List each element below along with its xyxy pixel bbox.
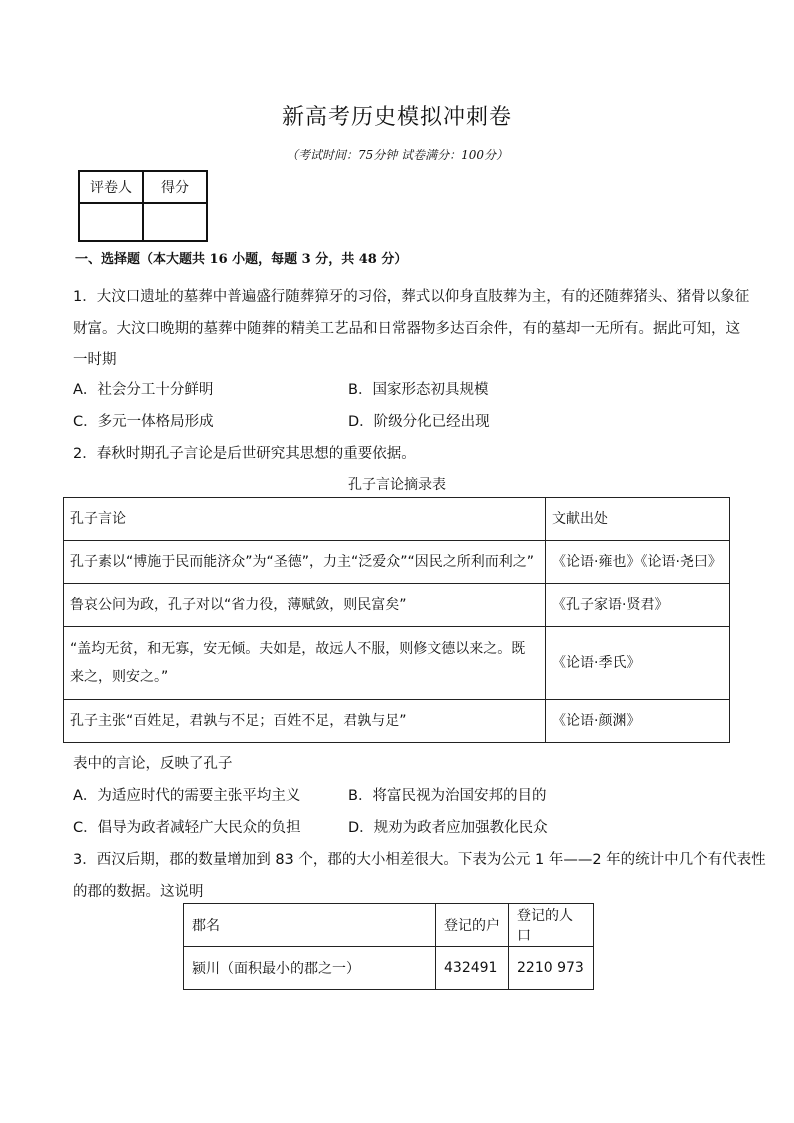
exam-subtitle: （考试时间：75分钟 试卷满分：100分）	[286, 148, 508, 162]
q2-option-c[interactable]: C．倡导为政者减轻广大民众的负担	[73, 820, 301, 836]
q1-option-c[interactable]: C．多元一体格局形成	[73, 414, 214, 430]
q2-option-a[interactable]: A．为适应时代的需要主张平均主义	[73, 788, 301, 804]
quote-cell: 鲁哀公问为政，孔子对以“省力役，薄赋敛，则民富矣”	[64, 584, 546, 627]
table-header-row	[64, 498, 730, 541]
quote-cell: 孔子主张“百姓足，君孰与不足；百姓不足，君孰与足”	[64, 700, 546, 743]
table-header-row	[184, 904, 594, 947]
q2-table-caption: 孔子言论摘录表	[348, 477, 446, 493]
q1-option-d[interactable]: D．阶级分化已经出现	[348, 414, 490, 430]
q1-option-b[interactable]: B．国家形态初具规模	[348, 382, 489, 398]
q1-stem-line-1: 1．大汶口遗址的墓葬中普遍盛行随葬獐牙的习俗，葬式以仰身直肢葬为主，有的还随葬猪头、猪骨以象征	[73, 289, 750, 305]
q2-stem: 2．春秋时期孔子言论是后世研究其思想的重要依据。	[73, 446, 416, 462]
exam-title: 新高考历史模拟冲刺卷	[281, 105, 512, 130]
score-header: 得分	[143, 171, 207, 203]
q2-option-d[interactable]: D．规劝为政者应加强教化民众	[348, 820, 548, 836]
grader-header: 评卷人	[79, 171, 143, 203]
name-cell: 颍川（面积最小的郡之一）	[184, 947, 436, 990]
score-cell[interactable]	[143, 203, 207, 241]
confucius-quotes-table	[63, 497, 730, 743]
grader-cell[interactable]	[79, 203, 143, 241]
source-cell: 《论语·颜渊》	[546, 700, 730, 743]
header-households: 登记的户	[436, 904, 509, 947]
q2-after-text: 表中的言论，反映了孔子	[73, 756, 233, 772]
table-row	[64, 700, 730, 743]
source-cell: 《论语·季氏》	[546, 627, 730, 700]
q1-option-a[interactable]: A．社会分工十分鲜明	[73, 382, 214, 398]
section-title: 一、选择题（本大题共 16 小题，每题 3 分，共 48 分）	[75, 252, 408, 267]
table-row	[64, 584, 730, 627]
population-cell: 2210 973	[509, 947, 594, 990]
quote-cell: 孔子素以“博施于民而能济众”为“圣德”，力主“泛爱众”“因民之所利而利之”	[64, 541, 546, 584]
households-cell: 432491	[436, 947, 509, 990]
header-population: 登记的人口	[509, 904, 594, 947]
source-cell: 《论语·雍也》《论语·尧曰》	[546, 541, 730, 584]
q3-stem-line-1: 3．西汉后期，郡的数量增加到 83 个，郡的大小相差很大。下表为公元 1 年——2 年的统计中几个有代表性	[73, 852, 766, 868]
header-quote: 孔子言论	[64, 498, 546, 541]
q1-stem-line-2: 财富。大汶口晚期的墓葬中随葬的精美工艺品和日常器物多达百余件，有的墓却一无所有。据此可知，这	[73, 321, 740, 337]
quote-cell: “盖均无贫，和无寡，安无倾。夫如是，故远人不服，则修文德以来之。既来之，则安之。”	[64, 627, 546, 700]
q1-stem-line-3: 一时期	[73, 352, 117, 368]
table-row	[184, 947, 594, 990]
header-name: 郡名	[184, 904, 436, 947]
table-row	[64, 627, 730, 700]
header-source: 文献出处	[546, 498, 730, 541]
grader-table	[78, 170, 208, 242]
source-cell: 《孔子家语·贤君》	[546, 584, 730, 627]
q2-option-b[interactable]: B．将富民视为治国安邦的目的	[348, 788, 547, 804]
commandery-table	[183, 903, 594, 990]
q3-stem-line-2: 的郡的数据。这说明	[73, 884, 204, 900]
table-row	[64, 541, 730, 584]
